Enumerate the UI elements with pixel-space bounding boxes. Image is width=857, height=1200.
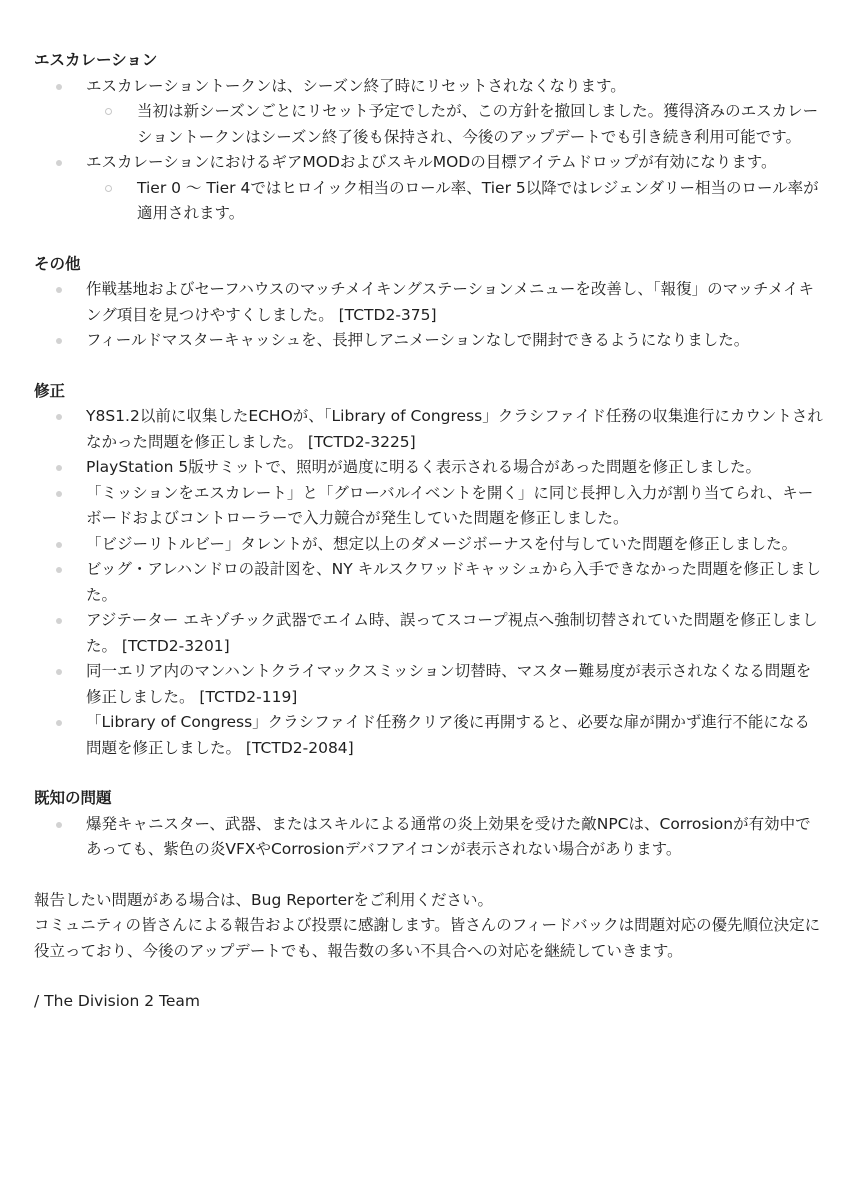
list-item xyxy=(86,608,823,659)
bullet-list xyxy=(34,74,823,227)
sub-list-item xyxy=(137,99,823,150)
list-item-text: エスカレーショントークンは、シーズン終了時にリセットされなくなります。 xyxy=(86,76,626,95)
list-item xyxy=(86,74,823,151)
bug-reporter-note: 報告したい問題がある場合は、Bug Reporterをご利用ください。 xyxy=(34,890,494,909)
list-item xyxy=(86,812,823,863)
list-item-text: 作戦基地およびセーフハウスのマッチメイキングステーションメニューを改善し、「報復」のマッチメイキング項目を見つけやすくしました。 [TCTD2-375] xyxy=(86,280,815,324)
section-known-issues xyxy=(34,786,823,863)
bullet-icon xyxy=(56,669,62,675)
list-item-text: エスカレーションにおけるギアMODおよびスキルMODの目標アイテムドロップが有効になります。 xyxy=(86,153,777,171)
bullet-icon xyxy=(56,465,62,471)
hollow-bullet-icon xyxy=(105,185,112,192)
bullet-icon xyxy=(56,414,62,420)
bullet-icon xyxy=(56,84,62,90)
list-item xyxy=(86,557,823,608)
list-item-text: 「Library of Congress」クラシファイド任務クリア後に再開すると、必要な扉が開かず進行不能になる問題を修正しました。 [TCTD2-2084] xyxy=(86,713,810,757)
list-item-text: ビッグ・アレハンドロの設計図を、NY キルスクワッドキャッシュから入手できなかった問題を修正しました。 xyxy=(86,560,821,604)
team-signature: / The Division 2 Team xyxy=(34,992,200,1010)
bullet-icon xyxy=(56,822,62,828)
bullet-list xyxy=(34,812,823,863)
list-item xyxy=(86,277,823,328)
section-heading: 修正 xyxy=(34,381,66,400)
bullet-icon xyxy=(56,720,62,726)
list-item-text: PlayStation 5版サミットで、照明が過度に明るく表示される場合があった問題を修正しました。 xyxy=(86,458,761,476)
section-heading: その他 xyxy=(34,254,81,273)
bullet-icon xyxy=(56,287,62,293)
section-fixes xyxy=(34,379,823,762)
list-item xyxy=(86,150,823,227)
list-item-text: 「ミッションをエスカレート」と「グローバルイベントを開く」に同じ長押し入力が割り当てられ、キーボードおよびコントローラーで入力競合が発生していた問題を修正しました。 xyxy=(86,483,814,527)
list-item-text: 「ビジーリトルビー」タレントが、想定以上のダメージボーナスを付与していた問題を修正しました。 xyxy=(86,534,798,553)
list-item xyxy=(86,710,823,761)
list-item-text: フィールドマスターキャッシュを、長押しアニメーションなしで開封できるようになりました。 xyxy=(86,331,750,349)
section-heading: 既知の問題 xyxy=(34,789,112,807)
sub-bullet-list xyxy=(86,176,823,227)
list-item xyxy=(86,328,823,354)
bullet-icon xyxy=(56,160,62,166)
list-item-text: 爆発キャニスター、武器、またはスキルによる通常の炎上効果を受けた敵NPCは、Corrosionが有効中であっても、紫色の炎VFXやCorrosionデバフアイコンが表示されない場合があります。 xyxy=(86,814,811,858)
bullet-list xyxy=(34,404,823,761)
section-heading: エスカレーション xyxy=(34,51,158,69)
bullet-icon xyxy=(56,542,62,548)
community-thanks-note: コミュニティの皆さんによる報告および投票に感謝します。皆さんのフィードバックは問題対応の優先順位決定に役立っており、今後のアップデートでも、報告数の多い不具合への対応を継続していきます。 xyxy=(34,916,821,960)
sub-list-item-text: 当初は新シーズンごとにリセット予定でしたが、この方針を撤回しました。獲得済みのエスカレーショントークンはシーズン終了後も保持され、今後のアップデートでも引き続き利用可能です。 xyxy=(137,102,819,146)
hollow-bullet-icon xyxy=(105,108,112,115)
list-item xyxy=(86,481,823,532)
list-item xyxy=(86,532,823,558)
list-item-text: アジテーター エキゾチック武器でエイム時、誤ってスコープ視点へ強制切替されていた問題を修正しました。 [TCTD2-3201] xyxy=(86,611,818,655)
bullet-icon xyxy=(56,618,62,624)
sub-list-item xyxy=(137,176,823,227)
list-item xyxy=(86,404,823,455)
bullet-icon xyxy=(56,567,62,573)
bullet-list xyxy=(34,277,823,354)
bullet-icon xyxy=(56,491,62,497)
sub-list-item-text: Tier 0 〜 Tier 4ではヒロイック相当のロール率、Tier 5以降ではレジェンダリー相当のロール率が適用されます。 xyxy=(137,178,819,222)
section-escalation xyxy=(34,48,823,227)
section-other xyxy=(34,252,823,354)
bullet-icon xyxy=(56,338,62,344)
list-item xyxy=(86,455,823,481)
list-item xyxy=(86,659,823,710)
sub-bullet-list xyxy=(86,99,823,150)
list-item-text: 同一エリア内のマンハントクライマックスミッション切替時、マスター難易度が表示されなくなる問題を修正しました。 [TCTD2-119] xyxy=(86,662,812,706)
footer-notes xyxy=(34,888,823,965)
list-item-text: Y8S1.2以前に収集したECHOが、「Library of Congress」クラシファイド任務の収集進行にカウントされなかった問題を修正しました。 [TCTD2-3225] xyxy=(86,407,823,451)
